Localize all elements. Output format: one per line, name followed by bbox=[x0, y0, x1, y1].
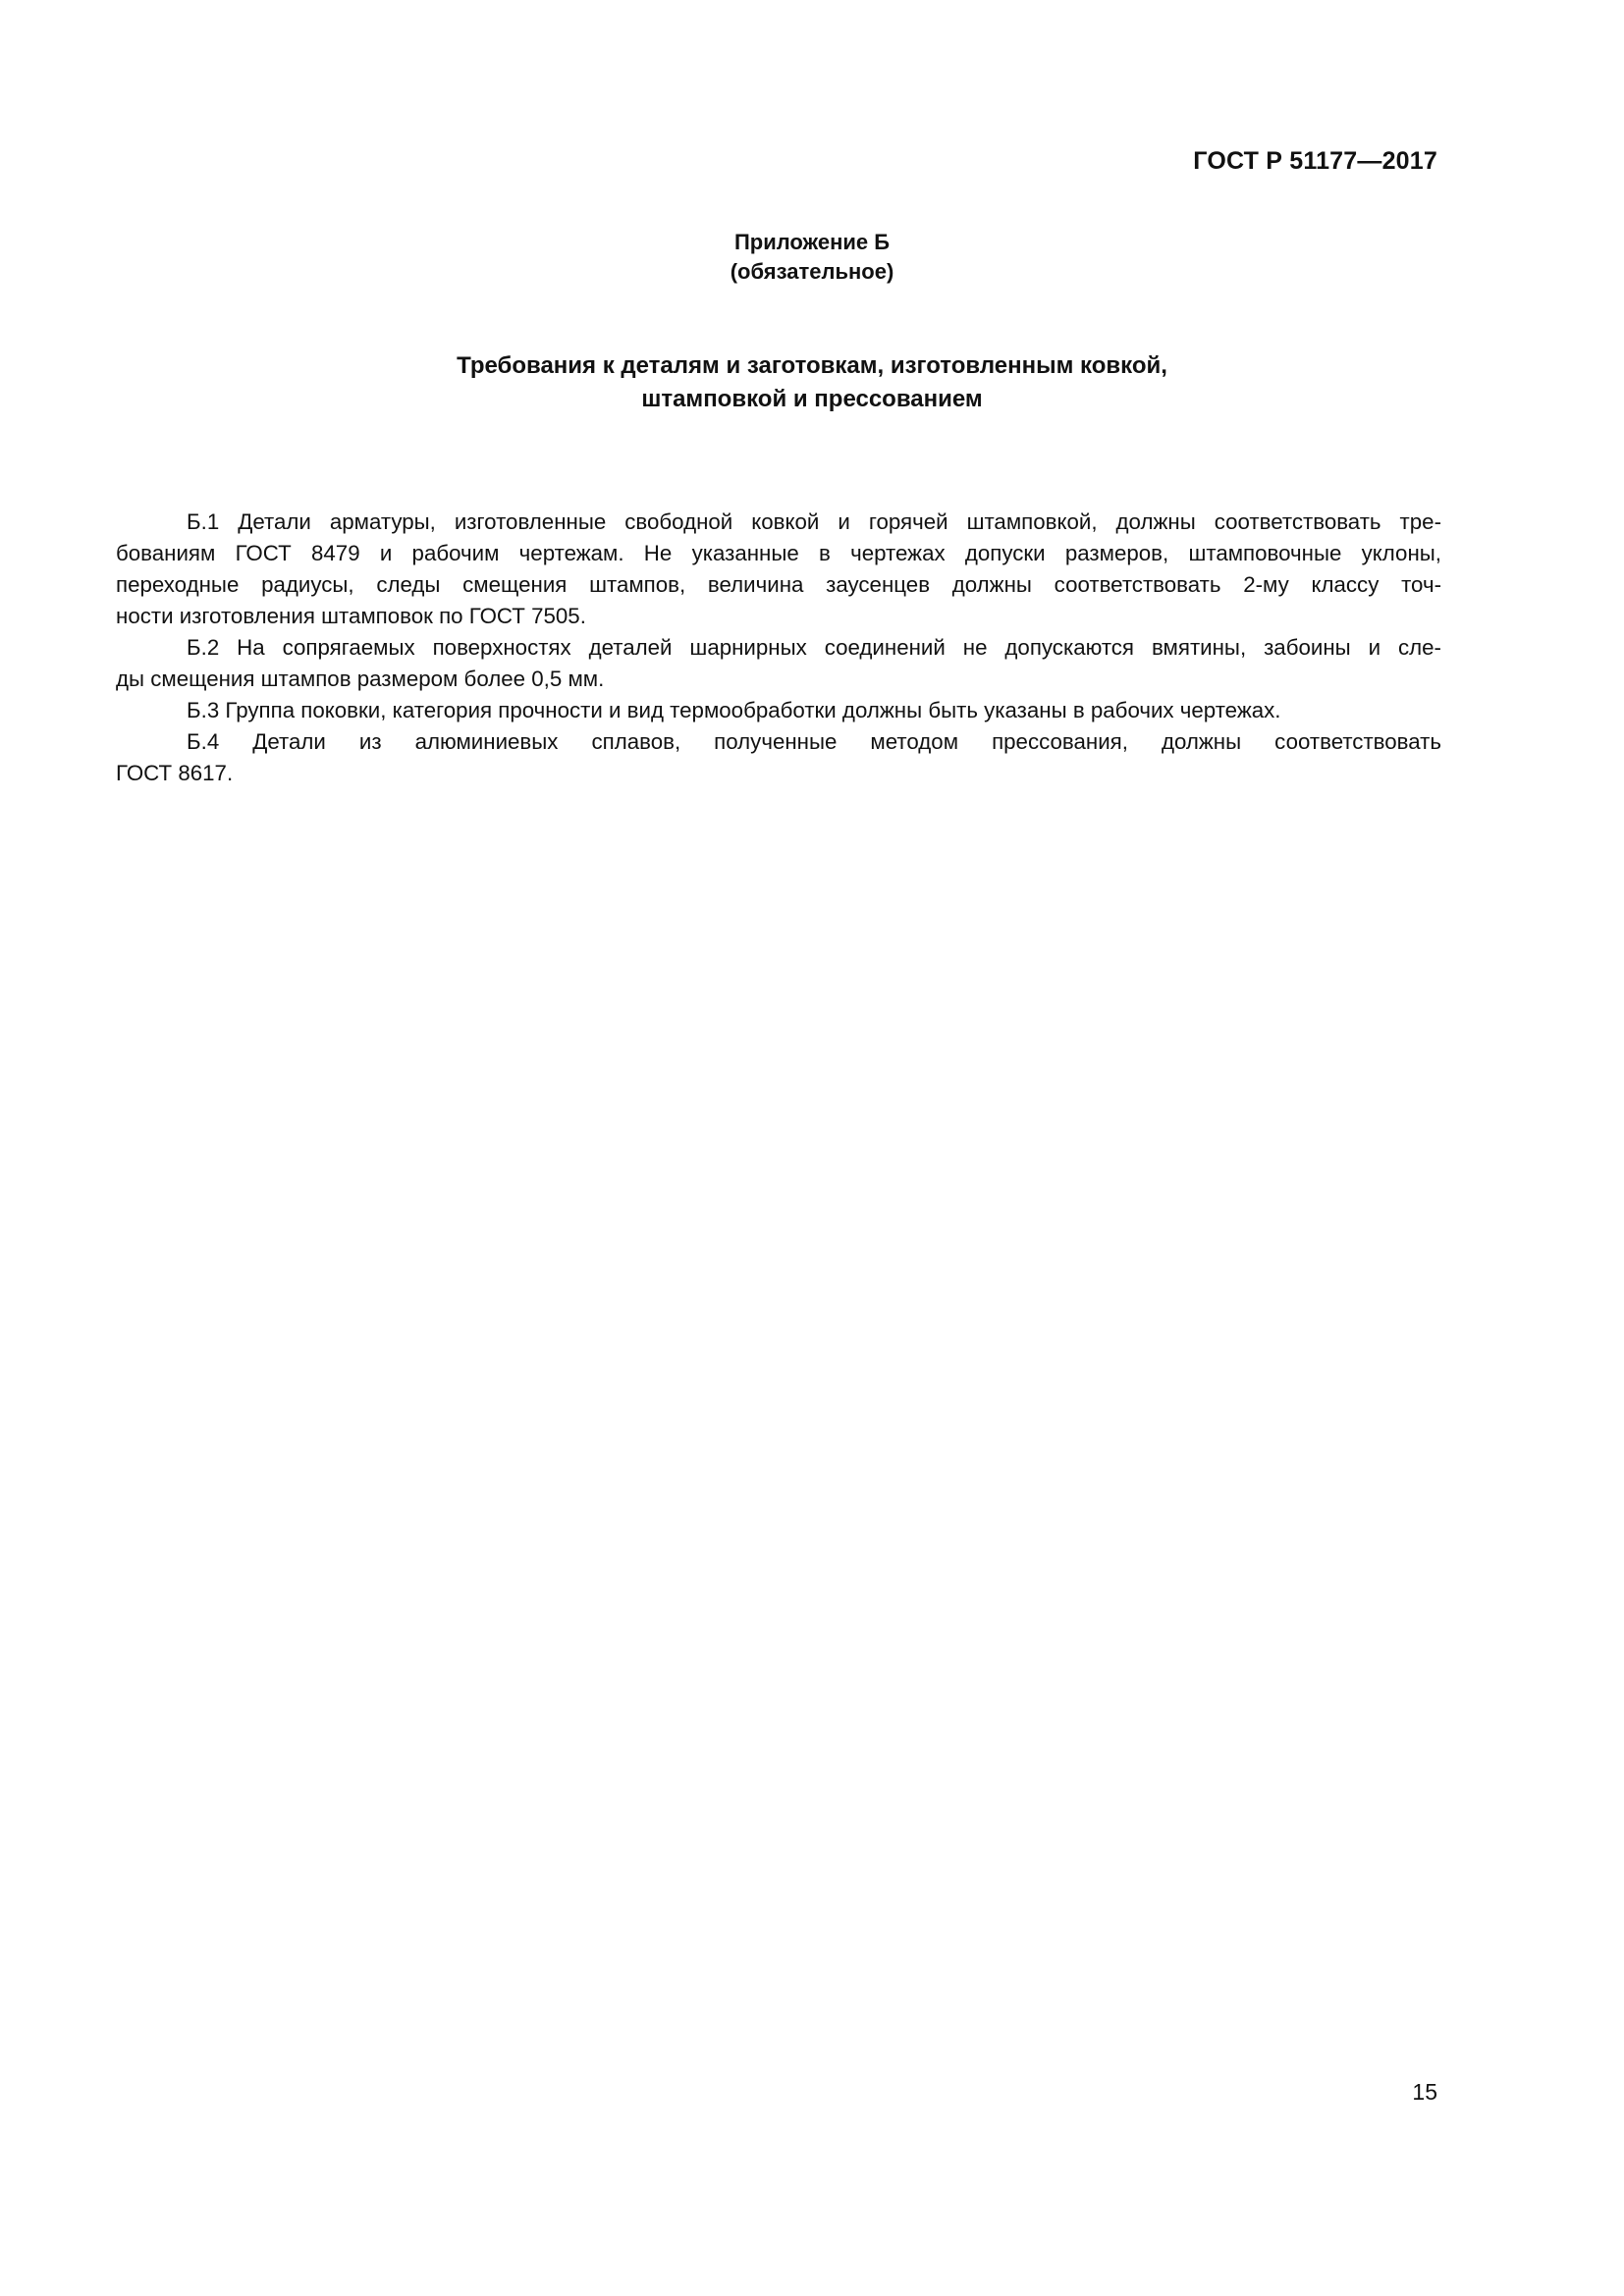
paragraph-line: бованиям ГОСТ 8479 и рабочим чертежам. Не указанные в чертежах допуски размеров, штамповочные уклоны, bbox=[116, 541, 1441, 565]
document-code: ГОСТ Р 51177—2017 bbox=[1193, 147, 1437, 175]
paragraph-b1 bbox=[116, 507, 1441, 632]
paragraph-line: ды смещения штампов размером более 0,5 мм. bbox=[116, 667, 605, 691]
paragraph-line: Б.4 Детали из алюминиевых сплавов, полученные методом прессования, должны соответствовать bbox=[187, 729, 1441, 754]
paragraph-b2 bbox=[116, 632, 1441, 695]
section-title-line-1: Требования к деталям и заготовкам, изготовленным ковкой, bbox=[457, 352, 1167, 379]
paragraph-line: ГОСТ 8617. bbox=[116, 761, 234, 785]
paragraph-line: Б.3 Группа поковки, категория прочности и вид термообработки должны быть указаны в рабочих чертежах. bbox=[187, 698, 1281, 722]
paragraph-b4 bbox=[116, 726, 1441, 789]
appendix-status: (обязательное) bbox=[730, 259, 894, 284]
page-number: 15 bbox=[1412, 2079, 1437, 2105]
appendix-heading bbox=[0, 228, 1624, 287]
section-title-line-2: штамповкой и прессованием bbox=[641, 386, 983, 412]
paragraph-line: ности изготовления штамповок по ГОСТ 7505. bbox=[116, 604, 586, 628]
paragraph-b3 bbox=[116, 695, 1441, 726]
paragraph-line: переходные радиусы, следы смещения штампов, величина заусенцев должны соответствовать 2-му классу точ- bbox=[116, 572, 1441, 597]
paragraph-line: Б.1 Детали арматуры, изготовленные свободной ковкой и горячей штамповкой, должны соответствовать тре- bbox=[187, 509, 1441, 534]
body-text bbox=[116, 507, 1441, 789]
appendix-title: Приложение Б bbox=[733, 230, 891, 254]
section-title bbox=[0, 349, 1624, 416]
paragraph-line: Б.2 На сопрягаемых поверхностях деталей шарнирных соединений не допускаются вмятины, забоины и сле- bbox=[187, 635, 1441, 660]
